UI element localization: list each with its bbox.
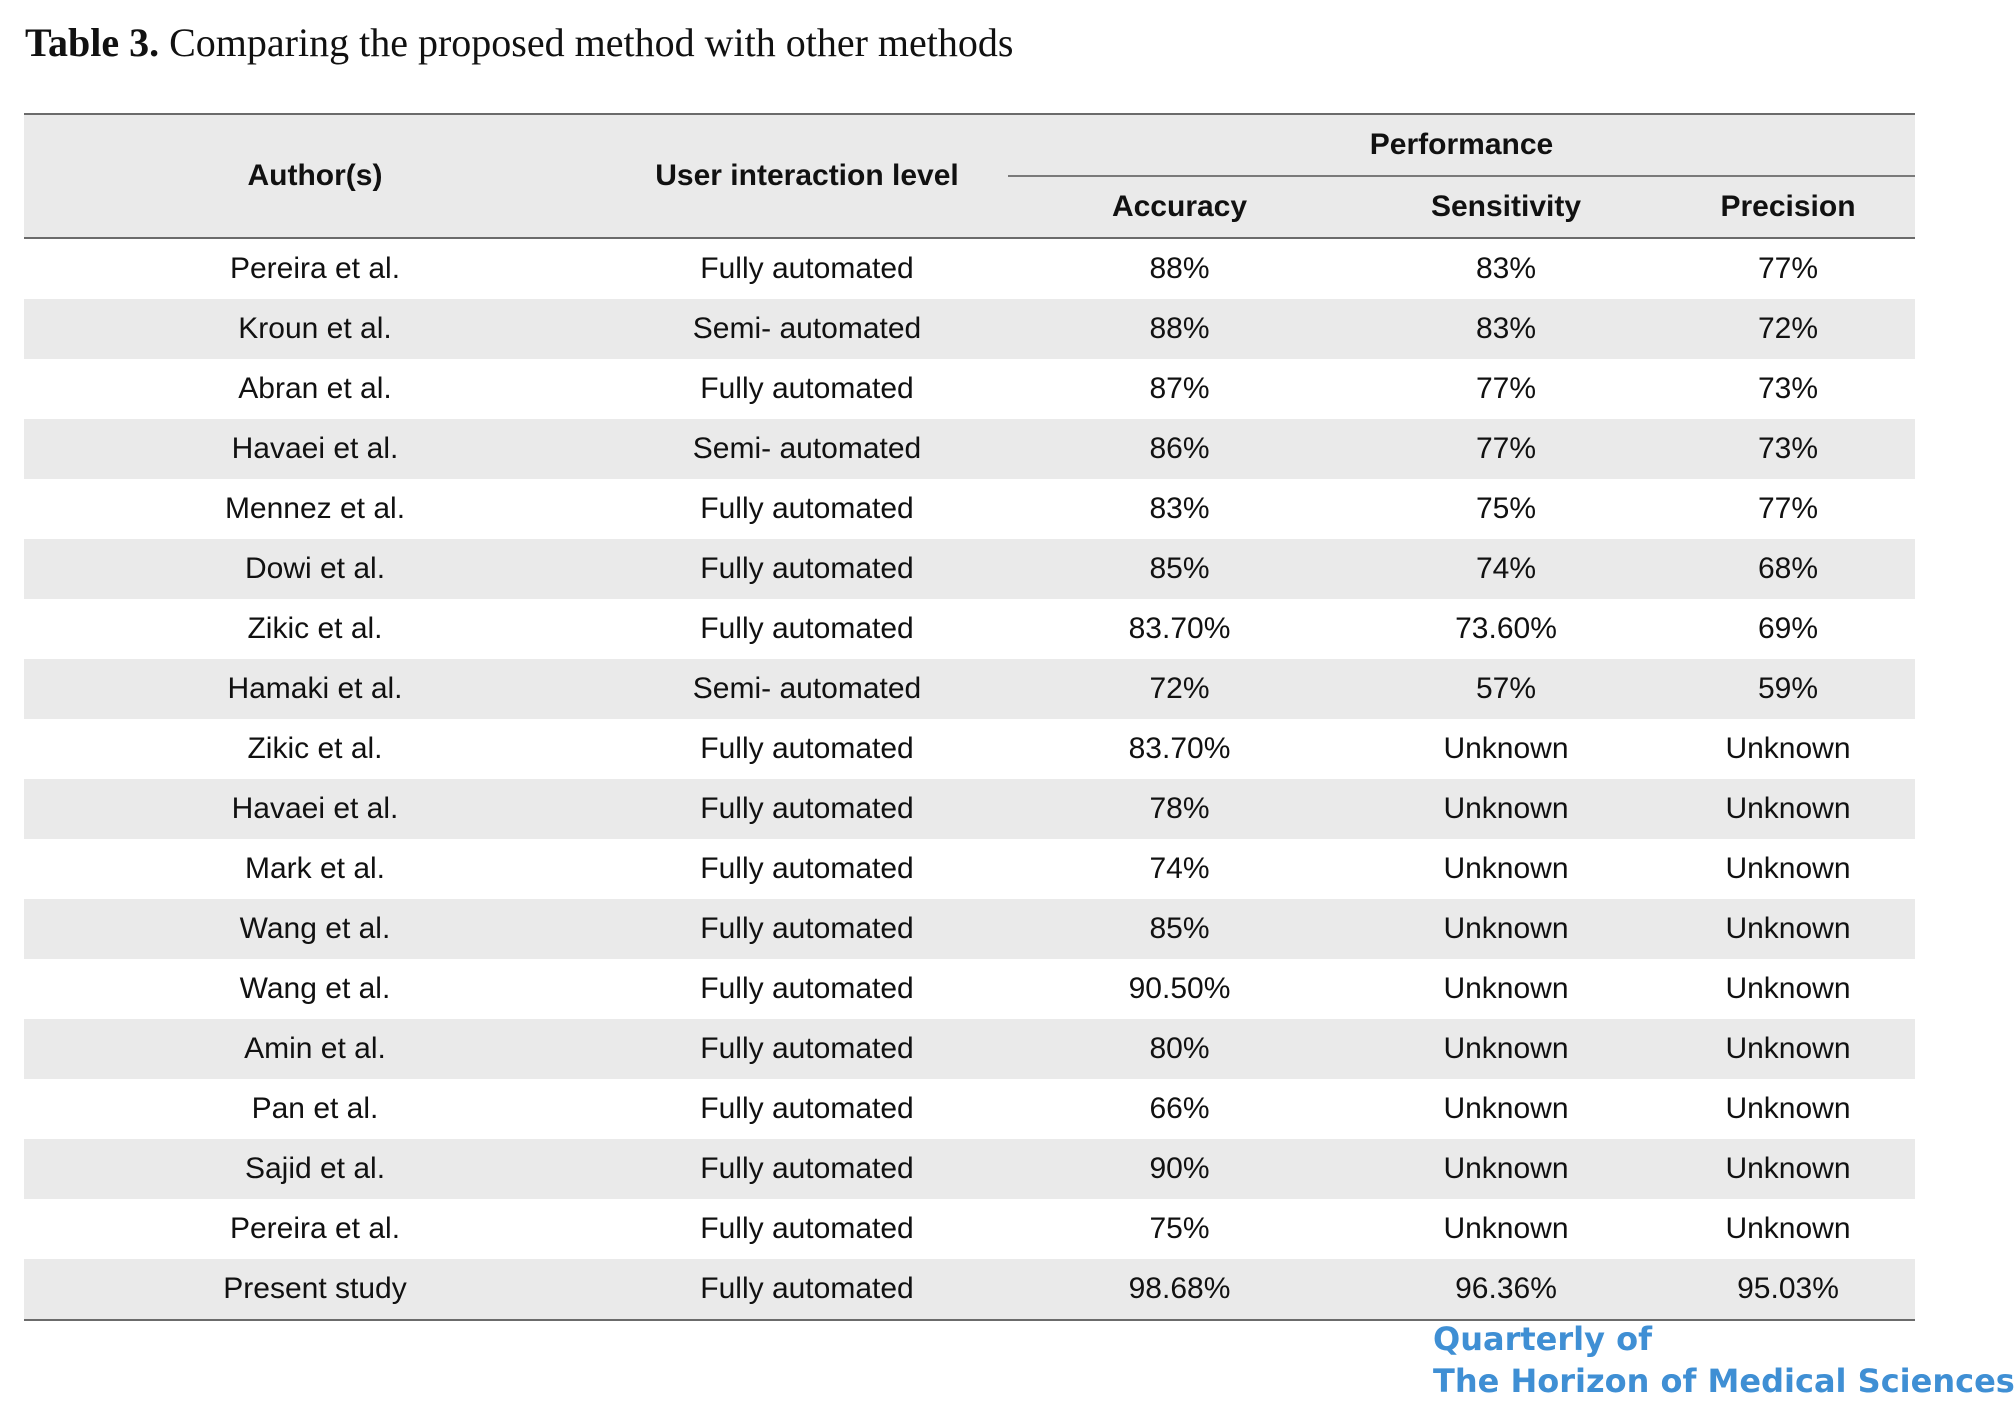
cell-user-interaction-level: Fully automated xyxy=(606,899,1008,959)
cell-sensitivity: 74% xyxy=(1351,539,1661,599)
cell-user-interaction-level: Semi- automated xyxy=(606,659,1008,719)
cell-precision: Unknown xyxy=(1725,732,1851,765)
cell-user-interaction-level: Fully automated xyxy=(700,372,914,405)
table-row xyxy=(24,599,1915,659)
cell-sensitivity: Unknown xyxy=(1443,732,1569,765)
cell-author: Mark et al. xyxy=(244,852,386,885)
cell-author: Havaei et al. xyxy=(24,779,606,839)
cell-precision: 77% xyxy=(1757,252,1819,285)
table-row xyxy=(24,359,1915,419)
logo-line-2: The Horizon of Medical Sciences xyxy=(1433,1362,2015,1400)
cell-accuracy: 74% xyxy=(1149,852,1210,885)
cell-precision: Unknown xyxy=(1661,1019,1915,1079)
cell-accuracy: 87% xyxy=(1149,372,1210,405)
cell-sensitivity: Unknown xyxy=(1443,1092,1569,1125)
journal-logo xyxy=(1433,1318,2015,1402)
table-row xyxy=(24,899,1915,959)
comparison-table xyxy=(24,113,1915,1321)
table-row xyxy=(24,1259,1915,1320)
header-accuracy: Accuracy xyxy=(1008,176,1351,238)
cell-sensitivity: Unknown xyxy=(1351,779,1661,839)
cell-precision: 68% xyxy=(1661,539,1915,599)
cell-precision: Unknown xyxy=(1661,899,1915,959)
table-row xyxy=(24,299,1915,359)
cell-user-interaction-level: Fully automated xyxy=(700,1212,914,1245)
cell-author: Wang et al. xyxy=(24,899,606,959)
cell-user-interaction-level: Fully automated xyxy=(606,1259,1008,1320)
cell-sensitivity: 77% xyxy=(1351,419,1661,479)
cell-user-interaction-level: Fully automated xyxy=(700,1092,914,1125)
cell-accuracy: 85% xyxy=(1008,899,1351,959)
cell-precision: 72% xyxy=(1661,299,1915,359)
cell-sensitivity: Unknown xyxy=(1351,1019,1661,1079)
cell-sensitivity: 83% xyxy=(1475,252,1537,285)
cell-precision: 95.03% xyxy=(1661,1259,1915,1320)
cell-sensitivity: 73.60% xyxy=(1455,612,1557,645)
cell-author: Abran et al. xyxy=(238,372,392,405)
cell-accuracy: 88% xyxy=(1149,252,1210,285)
table-row xyxy=(24,779,1915,839)
table-row xyxy=(24,419,1915,479)
cell-author: Dowi et al. xyxy=(24,539,606,599)
header-performance: Performance xyxy=(1008,114,1915,176)
cell-user-interaction-level: Fully automated xyxy=(700,492,914,525)
cell-accuracy: 90% xyxy=(1008,1139,1351,1199)
cell-sensitivity: 77% xyxy=(1475,372,1537,405)
cell-accuracy: 90.50% xyxy=(1128,972,1231,1005)
cell-author: Mennez et al. xyxy=(224,492,406,525)
cell-precision: 59% xyxy=(1661,659,1915,719)
cell-user-interaction-level: Fully automated xyxy=(606,1019,1008,1079)
cell-author: Pan et al. xyxy=(251,1092,379,1125)
cell-accuracy: 66% xyxy=(1149,1092,1210,1125)
cell-author: Havaei et al. xyxy=(24,419,606,479)
table-row xyxy=(24,959,1915,1019)
cell-accuracy: 86% xyxy=(1008,419,1351,479)
header-author: Author(s) xyxy=(24,114,606,238)
cell-author: Hamaki et al. xyxy=(24,659,606,719)
cell-author: Wang et al. xyxy=(239,972,391,1005)
cell-author: Pereira et al. xyxy=(229,252,401,285)
cell-user-interaction-level: Fully automated xyxy=(700,972,914,1005)
caption-label: Table 3. xyxy=(25,20,160,65)
cell-author: Present study xyxy=(24,1259,606,1320)
cell-precision: Unknown xyxy=(1725,852,1851,885)
cell-author: Zikic et al. xyxy=(247,732,383,765)
table-header xyxy=(24,114,1915,238)
cell-sensitivity: 96.36% xyxy=(1351,1259,1661,1320)
table-caption xyxy=(25,16,1013,70)
cell-user-interaction-level: Fully automated xyxy=(606,779,1008,839)
table-row xyxy=(24,238,1915,299)
cell-accuracy: 83% xyxy=(1149,492,1210,525)
cell-precision: Unknown xyxy=(1725,1212,1851,1245)
header-sensitivity: Sensitivity xyxy=(1351,176,1661,238)
cell-sensitivity: Unknown xyxy=(1443,1212,1569,1245)
table-row xyxy=(24,839,1915,899)
cell-user-interaction-level: Fully automated xyxy=(700,252,914,285)
cell-user-interaction-level: Fully automated xyxy=(606,539,1008,599)
table-row xyxy=(24,1079,1915,1139)
table-row xyxy=(24,1199,1915,1259)
cell-sensitivity: Unknown xyxy=(1351,1139,1661,1199)
cell-precision: Unknown xyxy=(1661,1139,1915,1199)
cell-user-interaction-level: Fully automated xyxy=(606,1139,1008,1199)
header-precision: Precision xyxy=(1661,176,1915,238)
cell-sensitivity: Unknown xyxy=(1351,899,1661,959)
cell-author: Zikic et al. xyxy=(247,612,383,645)
cell-sensitivity: 75% xyxy=(1475,492,1537,525)
cell-user-interaction-level: Fully automated xyxy=(700,612,914,645)
table-row xyxy=(24,659,1915,719)
cell-accuracy: 83.70% xyxy=(1128,612,1231,645)
cell-accuracy: 80% xyxy=(1008,1019,1351,1079)
cell-sensitivity: 57% xyxy=(1351,659,1661,719)
cell-precision: 69% xyxy=(1757,612,1819,645)
cell-author: Kroun et al. xyxy=(24,299,606,359)
cell-precision: Unknown xyxy=(1661,779,1915,839)
table-row xyxy=(24,1019,1915,1079)
cell-accuracy: 85% xyxy=(1008,539,1351,599)
table-row xyxy=(24,479,1915,539)
cell-precision: 73% xyxy=(1661,419,1915,479)
cell-precision: Unknown xyxy=(1725,1092,1851,1125)
cell-sensitivity: Unknown xyxy=(1443,852,1569,885)
cell-sensitivity: Unknown xyxy=(1443,972,1569,1005)
table-body xyxy=(24,238,1915,1320)
comparison-table-grid xyxy=(24,113,1915,1321)
cell-user-interaction-level: Semi- automated xyxy=(606,299,1008,359)
cell-precision: Unknown xyxy=(1725,972,1851,1005)
cell-accuracy: 83.70% xyxy=(1128,732,1231,765)
cell-accuracy: 88% xyxy=(1008,299,1351,359)
cell-accuracy: 98.68% xyxy=(1008,1259,1351,1320)
logo-line-1: Quarterly of xyxy=(1433,1320,1653,1358)
cell-precision: 73% xyxy=(1757,372,1819,405)
cell-sensitivity: 83% xyxy=(1351,299,1661,359)
cell-user-interaction-level: Fully automated xyxy=(700,732,914,765)
cell-author: Sajid et al. xyxy=(24,1139,606,1199)
cell-user-interaction-level: Fully automated xyxy=(700,852,914,885)
cell-author: Pereira et al. xyxy=(229,1212,401,1245)
table-row xyxy=(24,539,1915,599)
cell-accuracy: 78% xyxy=(1008,779,1351,839)
cell-accuracy: 75% xyxy=(1149,1212,1210,1245)
table-row xyxy=(24,1139,1915,1199)
cell-author: Amin et al. xyxy=(24,1019,606,1079)
cell-precision: 77% xyxy=(1757,492,1819,525)
table-row xyxy=(24,719,1915,779)
cell-accuracy: 72% xyxy=(1008,659,1351,719)
caption-text: Comparing the proposed method with other methods xyxy=(159,20,1014,65)
header-user-interaction-level: User interaction level xyxy=(606,114,1008,238)
cell-user-interaction-level: Semi- automated xyxy=(606,419,1008,479)
